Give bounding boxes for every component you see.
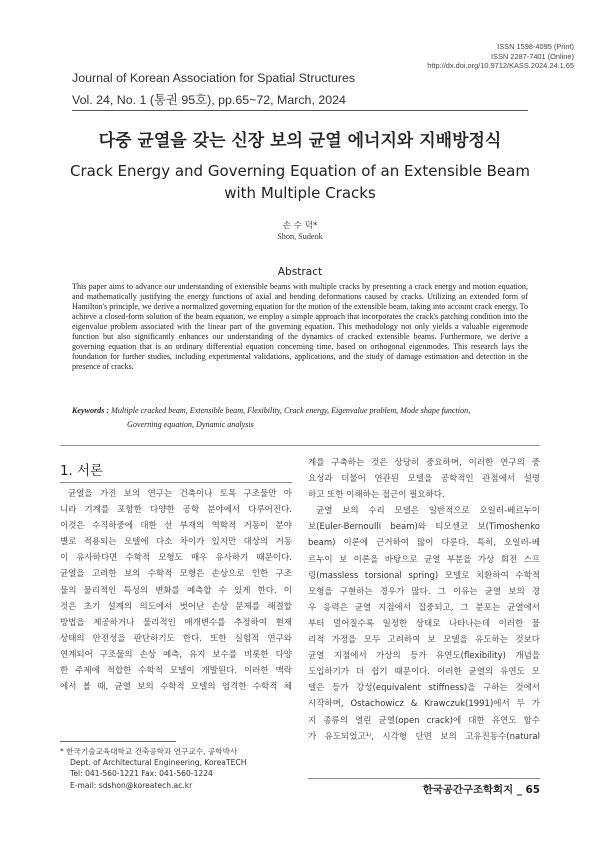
body-line: 리적 가정을 모두 고려하여 보 모델을 유도하는 것보다 bbox=[308, 635, 540, 646]
body-line: 보(Euler-Bernoulli beam)와 티모센코 보(Timoshenko bbox=[308, 522, 540, 533]
keywords-divider bbox=[60, 445, 540, 446]
keywords-line1: Multiple cracked beam, Extensible beam, Flexibility, Crack energy, Eigenvalue problem, Mode shape function, bbox=[111, 406, 471, 415]
body-line: 상태의 안전성을 판단하기도 한다. 또한 실험적 연구와 bbox=[60, 633, 292, 644]
body-line: 이 유사하다면 수학적 모형도 매우 유사하기 때문이다. bbox=[60, 553, 292, 564]
body-line: 가 유도되었고¹⁾, 시각형 단면 보의 고유진동수(natural bbox=[308, 731, 540, 742]
keywords-label: Keywords : bbox=[72, 406, 110, 415]
author-footnote bbox=[60, 746, 292, 791]
body-line: 모형을 구현하는 경우가 많다. 그 이유는 균열 보의 경 bbox=[308, 586, 540, 597]
footer-divider bbox=[308, 778, 540, 779]
section-title: 1. 서론 bbox=[60, 464, 103, 479]
issn-block bbox=[314, 42, 574, 71]
body-line: 방법을 제공하거나 물리적인 매개변수를 추정하여 현재 bbox=[60, 617, 292, 628]
body-line: 균열을 고려한 보의 수학적 모형은 손상으로 인한 구조 bbox=[60, 569, 292, 580]
body-line: 계를 구축하는 것은 상당히 중요하며, 이러한 연구의 중 bbox=[308, 458, 540, 468]
body-line: 도입하기가 더 쉽기 때문이다. 이러한 균열의 유연도 모 bbox=[308, 667, 540, 678]
body-line: 르누이 보 이론을 바탕으로 균열 부분을 가상 회전 스프 bbox=[308, 554, 540, 565]
body-line: 델은 등가 강성(equivalent stiffness)을 구하는 것에서 bbox=[308, 683, 540, 694]
footnote-line: * 한국기술교육대학교 건축공학과 연구교수, 공학박사 bbox=[60, 747, 238, 756]
keywords bbox=[72, 404, 528, 432]
body-line: 이것은 수직하중에 대한 선 부재의 역학적 거동이 분야 bbox=[60, 521, 292, 532]
header-divider bbox=[72, 110, 528, 111]
body-line: 요성과 더불어 연관된 모델을 공학적인 관점에서 설명 bbox=[308, 474, 540, 485]
body-line: 것은 초기 설계의 의도에서 벗어난 손상 문제를 해결할 bbox=[60, 601, 292, 612]
body-line: 지 종류의 열린 균열(open crack)에 대한 유연도 함수 bbox=[308, 715, 540, 726]
body-line: 물의 물리적인 특성의 변화를 예측할 수 있게 한다. 이 bbox=[60, 585, 292, 596]
issn-online: ISSN 2287-7401 (Online) bbox=[491, 51, 574, 61]
footnote-divider bbox=[60, 741, 176, 742]
title-english-line2: with Multiple Cracks bbox=[224, 184, 376, 202]
author-english: Shon, Sudeok bbox=[277, 232, 323, 241]
abstract-text: This paper aims to advance our understanding of extensible beams with multiple cracks by presenting a crack energy and motion equation, and mathematically justifying the energy functions of axial and bending deformations caused by cracks. Utilizing an extended form of Hamilton's principle, we derive a normalized governing equation for the motion of the extensible beam, taking into account crack energy. To achieve a closed-form solution of the beam equation, we employ a simple approach that incorporates the crack's patching condition into the eigenvalue problem associated with the linear part of the governing equation. This methodology not only yields a valuable eigenmode function but also significantly enhances our understanding of the dynamics of cracked extensible beams. Furthermore, we derive a governing equation that is an ordinary differential equation concerning time, based on orthogonal eigenmodes. This research lays the foundation for further studies, including experimental validations, applications, and the study of damage estimation and detection in the presence of cracks. bbox=[72, 282, 528, 372]
keywords-line2: Governing equation, Dynamic analysis bbox=[127, 420, 254, 429]
title-english bbox=[60, 160, 540, 204]
body-column-left bbox=[60, 486, 292, 695]
body-line: 하고 또한 이해하는 접근이 필요하다. bbox=[308, 490, 445, 501]
footnote-line: Dept. of Architectural Engineering, KoreaTECH bbox=[70, 758, 247, 768]
abstract-heading: Abstract bbox=[277, 266, 323, 278]
page-footer: 한국공간구조학회지 _ 65 bbox=[422, 784, 540, 796]
body-line: 링(massless torsional spring) 모델로 치환하여 수학적 bbox=[308, 570, 540, 581]
body-line: 우 응력은 균열 지점에서 집중되고, 그 분포는 균열에서 bbox=[308, 602, 540, 613]
body-line: 시작하며, Ostachowicz & Krawczuk(1991)에서 두 가 bbox=[308, 699, 540, 710]
body-line: 연계되어 구조물의 손상 예측, 유지 보수를 비롯한 다양 bbox=[60, 649, 292, 660]
title-korean: 다중 균열을 갖는 신장 보의 균열 에너지와 지배방정식 bbox=[98, 131, 502, 151]
body-line: 에서 볼 때, 균열 보의 수학적 모델의 엄격한 수학적 체 bbox=[60, 682, 292, 693]
journal-volume: Vol. 24, No. 1 (통권 95호), pp.65~72, March, 2024 bbox=[72, 93, 346, 107]
author-korean: 손 수 덕* bbox=[282, 221, 318, 231]
section-divider bbox=[60, 482, 292, 483]
body-line: 균열을 가진 보의 연구는 건축이나 토목 구조물만 아 bbox=[68, 489, 292, 499]
issn-print: ISSN 1598-4095 (Print) bbox=[497, 42, 574, 51]
journal-name: Journal of Korean Association for Spatial Structures bbox=[72, 71, 356, 85]
title-english-line1: Crack Energy and Governing Equation of an Extensible Beam bbox=[70, 162, 530, 180]
footnote-line[interactable]: E-mail: sdshon@koreatech.ac.kr bbox=[70, 780, 193, 790]
body-line: 별로 적용되는 모델에 다소 차이가 있지만 대상의 거동 bbox=[60, 537, 292, 548]
body-line: 한 주제에 적합한 수학적 모델이 개발된다. 이러한 맥락 bbox=[60, 666, 292, 677]
body-line: 부터 멀어질수록 일정한 상태로 나타나는데 이러한 물 bbox=[308, 618, 540, 629]
doi-link[interactable]: http://dx.doi.org/10.9712/KASS.2024.24.1.65 bbox=[427, 61, 574, 71]
body-column-right bbox=[308, 455, 540, 745]
body-line: 니라 기계를 포함한 다양한 공학 분야에서 다루어진다. bbox=[60, 505, 292, 516]
body-line: 균열 보의 수리 모델은 일반적으로 오일러-베르누이 bbox=[316, 506, 540, 517]
body-line: 균열 지점에서 가상의 등가 유연도(flexibility) 개념을 bbox=[308, 651, 540, 662]
body-line: beam) 이론에 근거하여 많이 다룬다. 특히, 오일러-베 bbox=[308, 538, 540, 549]
footnote-line: Tel: 041-560-1221 Fax: 041-560-1224 bbox=[70, 769, 213, 779]
